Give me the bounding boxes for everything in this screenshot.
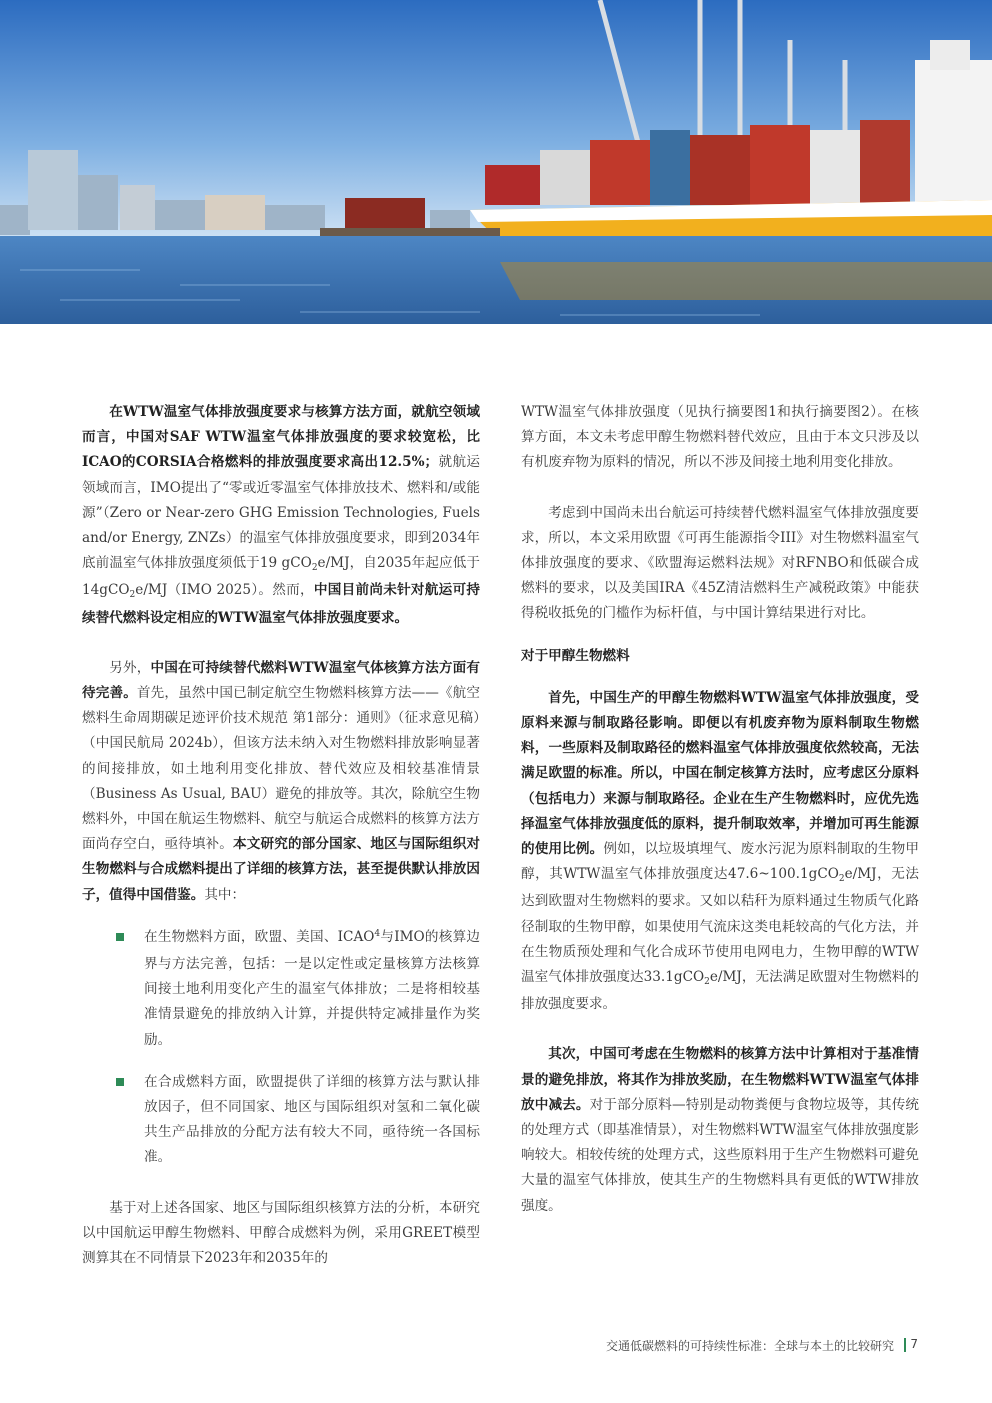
list-item bbox=[82, 1070, 480, 1171]
body-text: 对于部分原料—特别是动物粪便与食物垃圾等，其传统的处理方式（即基准情景），对生物燃料WTW温室气体排放强度影响较大。相较传统的处理方式，这些原料用于生产生物燃料可避免大量的温室气体排放，使其生产的生物燃料具有更低的WTW排放强度。 bbox=[521, 1096, 920, 1214]
subscript: 2 bbox=[129, 590, 136, 601]
paragraph-continuation: WTW温室气体排放强度（见执行摘要图1和执行摘要图2）。在核算方面，本文未考虑甲醇生物燃料替代效应，且由于本文只涉及以有机废弃物为原料的情况，所以不涉及间接土地利用变化排放。 bbox=[521, 404, 919, 471]
footnote-marker: 4 bbox=[374, 928, 381, 939]
bullet-list bbox=[82, 925, 480, 1171]
paragraph-saf-intensity bbox=[82, 400, 480, 631]
subscript: 2 bbox=[311, 563, 318, 574]
paragraph-methodology: 基于对上述各国家、地区与国际组织核算方法的分析，本研究以中国航运甲醇生物燃料、甲醇合成燃料为例，采用GREET模型测算其在不同情景下2023年和2035年的 bbox=[82, 1199, 480, 1267]
paragraph-accounting-methods bbox=[82, 656, 480, 908]
bold-text: 本文研究的部分国家、地区与国际组织对生物燃料与合成燃料提出了详细的核算方法，甚至提供默认排放因子，值得中国借鉴。 bbox=[82, 836, 481, 903]
body-text: 就航运领域而言，IMO提出了“零或近零温室气体排放技术、燃料和/或能源”（Zero or Near-zero GHG Emission Technologies, Fuels and/or Energy, ZNZs）的温室气体排放强度要求，即到2034年底前温室气体排放强度须低于19 gCO bbox=[82, 454, 481, 572]
bold-text: 其次，中国可考虑在生物燃料的核算方法中计算相对于基准情景的避免排放，将其作为排放奖励，在生物燃料WTW温室气体排放中减去。 bbox=[521, 1046, 919, 1113]
body-text: 在生物燃料方面，欧盟、美国、ICAO bbox=[144, 928, 375, 945]
body-text: 例如，以垃圾填埋气、废水污泥为原料制取的生物甲醇，其WTW温室气体排放强度达47.6~100.1gCO bbox=[521, 841, 920, 883]
paragraph-methanol-first bbox=[521, 686, 919, 1018]
section-heading: 对于甲醇生物燃料 bbox=[521, 647, 630, 664]
body-text: e/MJ，无法满足欧盟对生物燃料的排放强度要求。 bbox=[521, 969, 919, 1013]
right-column bbox=[521, 400, 919, 1219]
body-text: e/MJ，无法达到欧盟对生物燃料的要求。又如以秸秆为原料通过生物质气化路径制取的生物甲醇，如果使用气流床这类电耗较高的气化方法，并在生物质预处理和气化合成环节使用电网电力，生物甲醇的WTW温室气体排放强度达33.1gCO bbox=[521, 866, 919, 986]
paragraph-benchmarks: 考虑到中国尚未出台航运可持续替代燃料温室气体排放强度要求，所以，本文采用欧盟《可再生能源指令III》对生物燃料温室气体排放强度的要求、《欧盟海运燃料法规》对RFNBO和低碳合成燃料的要求，以及美国IRA《45Z清洁燃料生产减税政策》中能获得税收抵免的门槛作为标杆值，与中国计算结果进行对比。 bbox=[521, 504, 919, 622]
hero-image-harbor bbox=[0, 0, 992, 324]
list-item bbox=[82, 925, 480, 1053]
subscript: 2 bbox=[838, 874, 845, 885]
bold-text: 中国在可持续替代燃料WTW温室气体核算方法方面有待完善。 bbox=[82, 659, 481, 702]
body-text: e/MJ，自2035年起应低于14gCO bbox=[82, 555, 480, 599]
bold-text: 首先，中国生产的甲醇生物燃料WTW温室气体排放强度，受原料来源与制取路径影响。即便以有机废弃物为原料制取生物燃料，一些原料及制取路径的燃料温室气体排放强度依然较高，无法满足欧盟的标准。所以，中国在制定核算方法时，应考虑区分原料（包括电力）来源与制取路径。企业在生产生物燃料时，应优先选择温室气体排放强度低的原料，提升制取效率，并增加可再生能源的使用比例。 bbox=[521, 689, 919, 858]
body-text: 在合成燃料方面，欧盟提供了详细的核算方法与默认排放因子，但不同国家、地区与国际组织对氢和二氧化碳共生产品排放的分配方法有较大不同，亟待统一各国标准。 bbox=[144, 1073, 480, 1166]
body-text: 首先，虽然中国已制定航空生物燃料核算方法——《航空燃料生命周期碳足迹评价技术规范 第1部分：通则》（征求意见稿）（中国民航局 2024b），但该方法未纳入对生物燃料排放影响显著的间接排放，如土地利用变化排放、替代效应及相较基准情景（Business As Usual, BAU）避免的排放等。其次，除航空生物燃料外，中国在航运生物燃料、航空与航运合成燃料的核算方法方面尚存空白，亟待填补。 bbox=[82, 685, 481, 853]
body-text: 其中： bbox=[204, 886, 246, 903]
footer-title: 交通低碳燃料的可持续性标准：全球与本土的比较研究 bbox=[605, 1339, 894, 1353]
body-text: e/MJ（IMO 2025）。然而， bbox=[135, 582, 314, 599]
body-text: 与IMO的核算边界与方法完善，包括：一是以定性或定量核算方法核算间接土地利用变化产生的温室气体排放；二是将相较基准情景避免的排放纳入计算，并提供特定减排量作为奖励。 bbox=[144, 928, 481, 1048]
footer-divider bbox=[904, 1338, 906, 1352]
left-column bbox=[82, 400, 480, 1271]
square-bullet-icon bbox=[116, 933, 124, 941]
body-text: 另外， bbox=[109, 659, 151, 676]
square-bullet-icon bbox=[116, 1078, 124, 1086]
bold-text: 在WTW温室气体排放强度要求与核算方法方面，就航空领域而言，中国对SAF WTW温室气体排放强度的要求较宽松，比ICAO的CORSIA合格燃料的排放强度要求高出12.5%； bbox=[82, 404, 480, 471]
paragraph-methanol-second bbox=[521, 1042, 919, 1218]
page-number: 7 bbox=[910, 1337, 918, 1351]
subscript: 2 bbox=[704, 977, 710, 988]
bold-text: 中国目前尚未针对航运可持续替代燃料设定相应的WTW温室气体排放强度要求。 bbox=[82, 582, 480, 626]
